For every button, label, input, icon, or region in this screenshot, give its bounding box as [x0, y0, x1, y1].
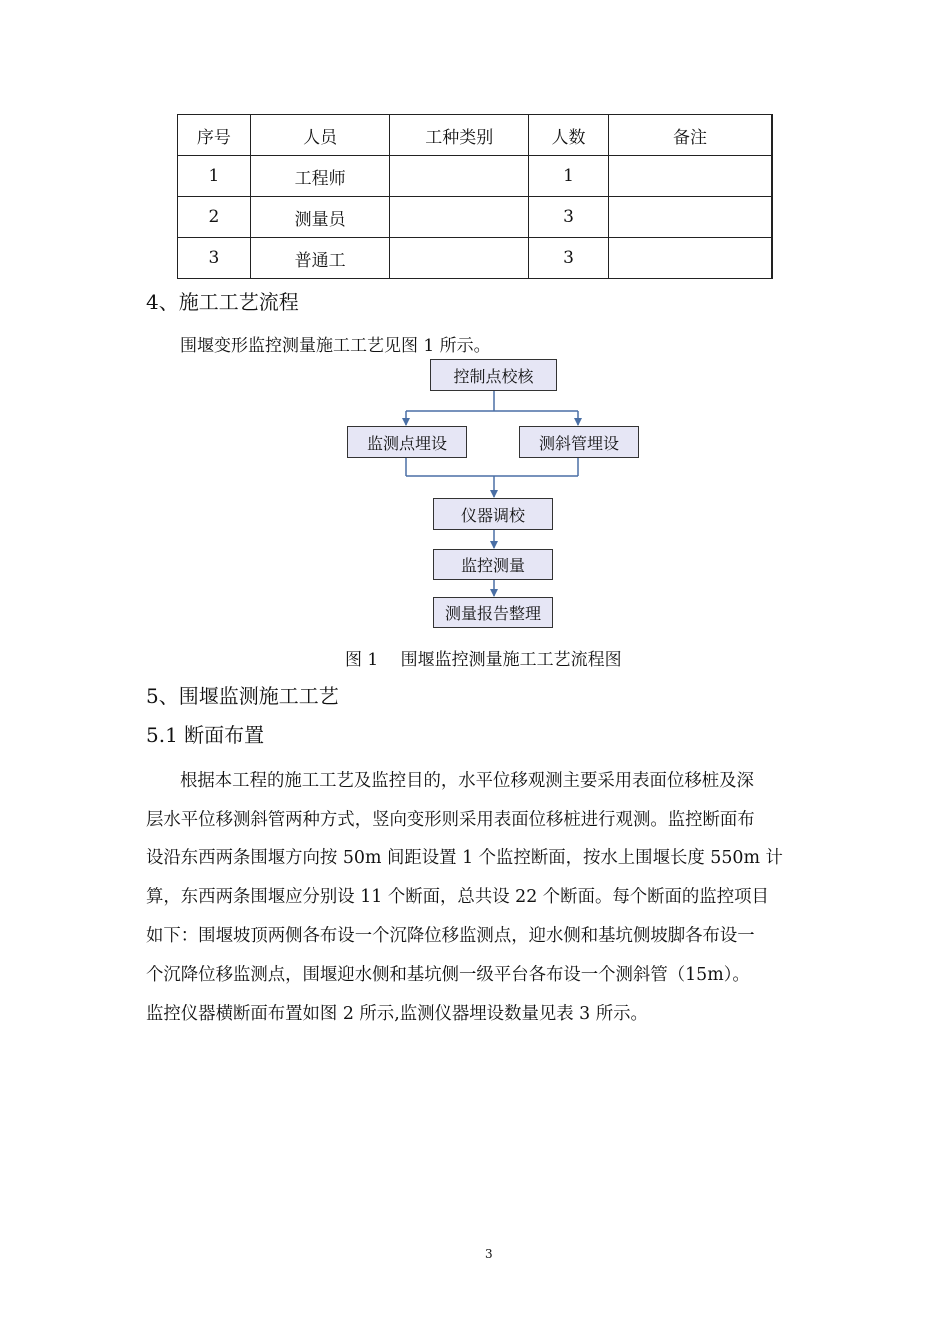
page-number: 3 [485, 1247, 493, 1261]
flow-node-inclinometer-install: 测斜管埋设 [519, 426, 639, 458]
flow-node-monitoring-measurement: 监控测量 [433, 549, 553, 580]
header-cell-personnel: 人员 [250, 115, 390, 156]
section-4-heading: 4、施工工艺流程 [146, 290, 299, 314]
header-cell-remarks: 备注 [608, 115, 772, 156]
header-cell-trade: 工种类别 [390, 115, 529, 156]
header-cell-index: 序号 [178, 115, 251, 156]
paragraph-line: 监控仪器横断面布置如图 2 所示,监测仪器埋设数量见表 3 所示。 [146, 1004, 648, 1024]
table-cell: 工程师 [250, 156, 390, 197]
paragraph-line: 算，东西两条围堰应分别设 11 个断面，总共设 22 个断面。每个断面的监控项目 [146, 887, 769, 907]
flow-node-instrument-calibration: 仪器调校 [433, 498, 553, 530]
table-cell: 1 [178, 156, 251, 197]
paragraph-line: 如下：围堰坡顶两侧各布设一个沉降位移监测点，迎水侧和基坑侧坡脚各布设一 [146, 926, 755, 946]
figure-caption: 图 1 围堰监控测量施工工艺流程图 [345, 650, 622, 670]
section-4-intro: 围堰变形监控测量施工工艺见图 1 所示。 [180, 336, 491, 356]
table-cell: 3 [178, 238, 251, 279]
paragraph-line: 根据本工程的施工工艺及监控目的，水平位移观测主要采用表面位移桩及深 [180, 771, 754, 791]
section-5-1-heading: 5.1 断面布置 [146, 723, 265, 747]
flow-node-control-point-check: 控制点校核 [430, 359, 557, 391]
table-cell: 2 [178, 197, 251, 238]
flow-node-monitor-point-install: 监测点埋设 [347, 426, 467, 458]
table-cell: 3 [529, 197, 609, 238]
paragraph-line: 层水平位移测斜管两种方式，竖向变形则采用表面位移桩进行观测。监控断面布 [146, 810, 755, 830]
table-cell: 测量员 [250, 197, 390, 238]
table-cell: 1 [529, 156, 609, 197]
paragraph-line: 个沉降位移监测点，围堰迎水侧和基坑侧一级平台各布设一个测斜管（15m）。 [146, 965, 750, 985]
header-cell-count: 人数 [529, 115, 609, 156]
table-cell: 普通工 [250, 238, 390, 279]
paragraph-line: 设沿东西两条围堰方向按 50m 间距设置 1 个监控断面，按水上围堰长度 550m 计 [146, 848, 783, 868]
table-cell: 3 [529, 238, 609, 279]
flow-node-report-compilation: 测量报告整理 [433, 597, 553, 628]
section-5-heading: 5、围堰监测施工工艺 [146, 684, 339, 708]
